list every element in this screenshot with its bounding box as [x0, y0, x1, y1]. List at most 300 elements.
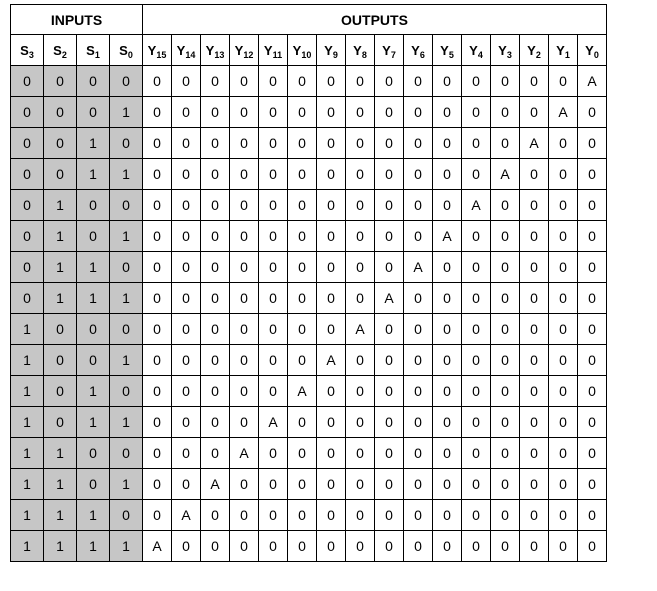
output-cell: 0 — [201, 438, 230, 469]
output-cell: 0 — [375, 252, 404, 283]
output-cell: 0 — [346, 500, 375, 531]
output-cell: 0 — [346, 97, 375, 128]
header-subscript: 8 — [361, 49, 367, 60]
input-cell: 1 — [11, 469, 44, 500]
output-cell: 0 — [172, 128, 201, 159]
output-cell: 0 — [346, 159, 375, 190]
input-cell: 1 — [110, 345, 143, 376]
output-column-header — [201, 35, 230, 66]
header-letter: Y — [556, 42, 565, 58]
output-cell: 0 — [230, 283, 259, 314]
input-cell: 1 — [77, 252, 110, 283]
input-cell: 0 — [44, 314, 77, 345]
output-cell: 0 — [578, 500, 607, 531]
table-row — [11, 407, 607, 438]
output-cell: 0 — [201, 66, 230, 97]
input-cell: 0 — [11, 252, 44, 283]
header-subscript: 10 — [301, 49, 312, 60]
output-cell: A — [317, 345, 346, 376]
input-cell: 1 — [44, 252, 77, 283]
output-cell: 0 — [462, 128, 491, 159]
output-cell: 0 — [375, 314, 404, 345]
output-cell: 0 — [288, 438, 317, 469]
output-cell: 0 — [549, 128, 578, 159]
input-cell: 1 — [11, 531, 44, 562]
output-cell: 0 — [259, 314, 288, 345]
table-row — [11, 159, 607, 190]
output-column-header — [375, 35, 404, 66]
output-cell: 0 — [433, 376, 462, 407]
output-cell: 0 — [578, 469, 607, 500]
header-subscript: 6 — [419, 49, 425, 60]
output-cell: 0 — [404, 469, 433, 500]
header-letter: S — [119, 42, 128, 58]
output-cell: 0 — [317, 252, 346, 283]
output-cell: 0 — [520, 376, 549, 407]
output-cell: 0 — [346, 252, 375, 283]
header-subscript: 1 — [564, 49, 570, 60]
header-letter: Y — [292, 42, 302, 58]
output-cell: 0 — [491, 500, 520, 531]
output-cell: 0 — [549, 469, 578, 500]
input-cell: 1 — [77, 531, 110, 562]
output-cell: 0 — [317, 438, 346, 469]
input-cell: 0 — [77, 469, 110, 500]
output-cell: 0 — [491, 190, 520, 221]
output-cell: 0 — [317, 314, 346, 345]
input-cell: 1 — [110, 469, 143, 500]
output-cell: 0 — [201, 159, 230, 190]
output-cell: 0 — [375, 345, 404, 376]
header-subscript: 11 — [272, 49, 283, 60]
output-cell: 0 — [462, 159, 491, 190]
output-cell: 0 — [230, 128, 259, 159]
output-cell: 0 — [288, 252, 317, 283]
output-cell: 0 — [520, 190, 549, 221]
output-cell: 0 — [143, 128, 172, 159]
table-row — [11, 376, 607, 407]
output-cell: 0 — [288, 531, 317, 562]
output-cell: 0 — [259, 531, 288, 562]
input-cell: 1 — [110, 283, 143, 314]
output-cell: 0 — [491, 345, 520, 376]
header-letter: S — [86, 42, 95, 58]
output-cell: 0 — [230, 97, 259, 128]
output-cell: 0 — [230, 500, 259, 531]
output-cell: 0 — [201, 252, 230, 283]
header-subscript: 15 — [156, 49, 167, 60]
output-cell: 0 — [230, 190, 259, 221]
header-subscript: 12 — [243, 49, 254, 60]
output-cell: 0 — [433, 128, 462, 159]
input-cell: 0 — [11, 221, 44, 252]
input-column-header — [110, 35, 143, 66]
output-cell: A — [201, 469, 230, 500]
input-cell: 1 — [11, 407, 44, 438]
output-cell: 0 — [172, 66, 201, 97]
output-cell: 0 — [578, 314, 607, 345]
output-cell: 0 — [259, 438, 288, 469]
input-cell: 1 — [11, 438, 44, 469]
output-cell: 0 — [520, 221, 549, 252]
output-cell: 0 — [143, 66, 172, 97]
output-cell: 0 — [520, 500, 549, 531]
output-cell: 0 — [462, 407, 491, 438]
header-subscript: 3 — [506, 49, 512, 60]
table-row — [11, 531, 607, 562]
output-cell: 0 — [259, 252, 288, 283]
output-cell: 0 — [230, 252, 259, 283]
output-cell: 0 — [230, 407, 259, 438]
output-cell: 0 — [433, 500, 462, 531]
output-cell: 0 — [288, 66, 317, 97]
output-cell: 0 — [578, 159, 607, 190]
input-cell: 1 — [11, 376, 44, 407]
input-cell: 0 — [77, 314, 110, 345]
header-subscript: 14 — [185, 49, 196, 60]
header-letter: S — [53, 42, 62, 58]
input-cell: 1 — [77, 376, 110, 407]
input-column-header — [11, 35, 44, 66]
input-cell: 0 — [77, 66, 110, 97]
output-cell: 0 — [433, 66, 462, 97]
output-cell: 0 — [549, 407, 578, 438]
output-cell: 0 — [201, 97, 230, 128]
output-cell: 0 — [201, 345, 230, 376]
output-cell: 0 — [404, 376, 433, 407]
output-cell: 0 — [578, 190, 607, 221]
output-cell: 0 — [172, 376, 201, 407]
output-cell: 0 — [259, 221, 288, 252]
output-cell: 0 — [259, 469, 288, 500]
output-cell: 0 — [433, 531, 462, 562]
output-cell: 0 — [288, 97, 317, 128]
output-cell: 0 — [549, 159, 578, 190]
output-cell: 0 — [462, 283, 491, 314]
input-cell: 1 — [44, 500, 77, 531]
output-cell: 0 — [259, 500, 288, 531]
outputs-header: OUTPUTS — [143, 5, 607, 35]
output-cell: 0 — [317, 97, 346, 128]
output-cell: 0 — [404, 66, 433, 97]
output-cell: 0 — [288, 500, 317, 531]
output-cell: 0 — [520, 407, 549, 438]
output-column-header — [172, 35, 201, 66]
output-cell: 0 — [346, 438, 375, 469]
output-cell: 0 — [578, 407, 607, 438]
output-cell: 0 — [346, 531, 375, 562]
output-cell: 0 — [491, 438, 520, 469]
output-cell: 0 — [462, 531, 491, 562]
output-cell: A — [404, 252, 433, 283]
input-cell: 1 — [11, 314, 44, 345]
header-letter: Y — [411, 42, 420, 58]
output-cell: 0 — [317, 469, 346, 500]
table-row — [11, 500, 607, 531]
header-subscript: 3 — [28, 49, 34, 60]
input-cell: 1 — [77, 128, 110, 159]
output-cell: 0 — [520, 438, 549, 469]
output-cell: 0 — [201, 500, 230, 531]
output-cell: 0 — [201, 407, 230, 438]
output-cell: 0 — [549, 252, 578, 283]
output-cell: 0 — [230, 531, 259, 562]
output-cell: 0 — [346, 221, 375, 252]
output-cell: 0 — [433, 314, 462, 345]
output-cell: 0 — [288, 221, 317, 252]
output-cell: 0 — [433, 159, 462, 190]
input-cell: 1 — [110, 221, 143, 252]
output-cell: 0 — [346, 407, 375, 438]
output-cell: 0 — [143, 159, 172, 190]
inputs-header: INPUTS — [11, 5, 143, 35]
output-cell: 0 — [491, 66, 520, 97]
output-cell: 0 — [578, 128, 607, 159]
input-cell: 1 — [110, 407, 143, 438]
input-column-header — [77, 35, 110, 66]
output-cell: 0 — [201, 283, 230, 314]
input-cell: 1 — [44, 438, 77, 469]
output-cell: 0 — [375, 531, 404, 562]
table-row — [11, 66, 607, 97]
output-cell: 0 — [404, 500, 433, 531]
input-cell: 0 — [44, 159, 77, 190]
output-cell: 0 — [317, 283, 346, 314]
output-cell: A — [433, 221, 462, 252]
input-cell: 1 — [110, 159, 143, 190]
table-row — [11, 283, 607, 314]
header-letter: Y — [585, 42, 594, 58]
output-cell: 0 — [201, 221, 230, 252]
header-letter: Y — [324, 42, 333, 58]
input-cell: 1 — [77, 283, 110, 314]
output-column-header — [491, 35, 520, 66]
input-cell: 1 — [110, 97, 143, 128]
output-cell: 0 — [172, 469, 201, 500]
output-cell: 0 — [375, 190, 404, 221]
output-cell: 0 — [491, 531, 520, 562]
input-cell: 0 — [44, 128, 77, 159]
output-cell: 0 — [172, 314, 201, 345]
input-cell: 0 — [77, 345, 110, 376]
output-cell: 0 — [462, 66, 491, 97]
header-subscript: 0 — [593, 49, 599, 60]
header-letter: Y — [205, 42, 215, 58]
input-cell: 0 — [110, 128, 143, 159]
output-cell: 0 — [143, 376, 172, 407]
output-cell: 0 — [172, 345, 201, 376]
header-subscript: 5 — [448, 49, 454, 60]
output-cell: 0 — [230, 314, 259, 345]
output-cell: 0 — [143, 190, 172, 221]
header-subscript: 7 — [390, 49, 396, 60]
output-cell: 0 — [462, 500, 491, 531]
output-cell: 0 — [259, 66, 288, 97]
input-cell: 1 — [44, 469, 77, 500]
table-row — [11, 469, 607, 500]
output-cell: 0 — [549, 283, 578, 314]
input-cell: 0 — [44, 66, 77, 97]
output-cell: 0 — [317, 531, 346, 562]
output-column-header — [578, 35, 607, 66]
output-cell: 0 — [578, 252, 607, 283]
table-body — [11, 66, 607, 562]
header-subscript: 4 — [477, 49, 483, 60]
output-cell: A — [520, 128, 549, 159]
output-cell: A — [491, 159, 520, 190]
output-cell: 0 — [288, 190, 317, 221]
header-subscript: 0 — [127, 49, 133, 60]
output-cell: 0 — [520, 531, 549, 562]
output-cell: 0 — [404, 407, 433, 438]
input-cell: 0 — [77, 221, 110, 252]
output-cell: 0 — [317, 500, 346, 531]
input-cell: 0 — [44, 407, 77, 438]
output-cell: 0 — [317, 376, 346, 407]
output-column-header — [259, 35, 288, 66]
input-cell: 0 — [11, 190, 44, 221]
output-cell: 0 — [375, 66, 404, 97]
header-subscript: 9 — [332, 49, 338, 60]
output-cell: 0 — [462, 252, 491, 283]
output-cell: 0 — [404, 190, 433, 221]
input-cell: 0 — [77, 190, 110, 221]
output-cell: 0 — [143, 438, 172, 469]
output-cell: 0 — [172, 252, 201, 283]
output-cell: 0 — [404, 221, 433, 252]
output-cell: A — [172, 500, 201, 531]
input-cell: 0 — [77, 438, 110, 469]
header-subscript: 2 — [535, 49, 541, 60]
output-cell: 0 — [404, 531, 433, 562]
output-cell: 0 — [143, 500, 172, 531]
output-cell: 0 — [433, 252, 462, 283]
input-column-header — [44, 35, 77, 66]
output-cell: 0 — [288, 159, 317, 190]
output-cell: 0 — [230, 221, 259, 252]
input-cell: 1 — [44, 283, 77, 314]
header-subscript: 1 — [94, 49, 100, 60]
output-cell: 0 — [549, 221, 578, 252]
table-row — [11, 221, 607, 252]
input-cell: 0 — [11, 66, 44, 97]
output-column-header — [549, 35, 578, 66]
output-cell: A — [259, 407, 288, 438]
output-cell: 0 — [404, 128, 433, 159]
output-cell: 0 — [143, 221, 172, 252]
output-cell: 0 — [549, 438, 578, 469]
header-subscript: 2 — [61, 49, 67, 60]
output-cell: 0 — [288, 128, 317, 159]
output-cell: 0 — [288, 345, 317, 376]
output-cell: 0 — [375, 221, 404, 252]
header-letter: Y — [498, 42, 507, 58]
output-column-header — [288, 35, 317, 66]
output-cell: 0 — [317, 407, 346, 438]
group-header-row — [11, 5, 607, 35]
header-letter: S — [20, 42, 29, 58]
output-cell: 0 — [578, 221, 607, 252]
output-cell: 0 — [143, 97, 172, 128]
output-column-header — [230, 35, 259, 66]
input-cell: 0 — [110, 500, 143, 531]
truth-table — [10, 4, 607, 562]
output-cell: 0 — [404, 438, 433, 469]
table-row — [11, 190, 607, 221]
output-cell: 0 — [578, 376, 607, 407]
output-cell: 0 — [201, 531, 230, 562]
table-row — [11, 345, 607, 376]
output-cell: 0 — [143, 345, 172, 376]
header-subscript: 13 — [214, 49, 225, 60]
output-cell: 0 — [346, 469, 375, 500]
input-cell: 1 — [44, 531, 77, 562]
output-column-header — [317, 35, 346, 66]
output-column-header — [433, 35, 462, 66]
output-cell: 0 — [375, 500, 404, 531]
input-cell: 0 — [11, 283, 44, 314]
output-cell: 0 — [230, 159, 259, 190]
header-letter: Y — [353, 42, 362, 58]
output-cell: 0 — [491, 469, 520, 500]
output-cell: 0 — [520, 252, 549, 283]
output-column-header — [520, 35, 549, 66]
input-cell: 0 — [110, 190, 143, 221]
input-cell: 1 — [44, 221, 77, 252]
table-row — [11, 314, 607, 345]
table-row — [11, 252, 607, 283]
output-cell: 0 — [172, 283, 201, 314]
output-cell: 0 — [375, 97, 404, 128]
header-letter: Y — [263, 42, 273, 58]
output-cell: 0 — [375, 376, 404, 407]
output-cell: 0 — [143, 314, 172, 345]
output-cell: 0 — [201, 376, 230, 407]
output-cell: 0 — [259, 97, 288, 128]
output-cell: 0 — [462, 469, 491, 500]
output-cell: A — [462, 190, 491, 221]
output-cell: 0 — [375, 159, 404, 190]
output-cell: 0 — [259, 283, 288, 314]
input-cell: 0 — [110, 252, 143, 283]
output-cell: 0 — [201, 128, 230, 159]
output-cell: 0 — [578, 283, 607, 314]
output-cell: 0 — [172, 159, 201, 190]
output-cell: 0 — [520, 345, 549, 376]
output-cell: 0 — [433, 190, 462, 221]
output-cell: 0 — [346, 128, 375, 159]
output-cell: 0 — [404, 314, 433, 345]
output-cell: 0 — [404, 283, 433, 314]
output-cell: 0 — [346, 66, 375, 97]
output-cell: 0 — [172, 407, 201, 438]
output-cell: 0 — [462, 376, 491, 407]
output-cell: 0 — [433, 97, 462, 128]
output-cell: 0 — [143, 469, 172, 500]
output-cell: 0 — [520, 283, 549, 314]
output-cell: 0 — [259, 190, 288, 221]
output-cell: 0 — [491, 283, 520, 314]
output-cell: 0 — [549, 190, 578, 221]
header-letter: Y — [469, 42, 478, 58]
output-cell: 0 — [317, 190, 346, 221]
output-cell: 0 — [346, 283, 375, 314]
input-cell: 0 — [110, 376, 143, 407]
output-cell: 0 — [433, 438, 462, 469]
output-cell: 0 — [317, 128, 346, 159]
input-cell: 0 — [44, 97, 77, 128]
output-cell: 0 — [230, 469, 259, 500]
